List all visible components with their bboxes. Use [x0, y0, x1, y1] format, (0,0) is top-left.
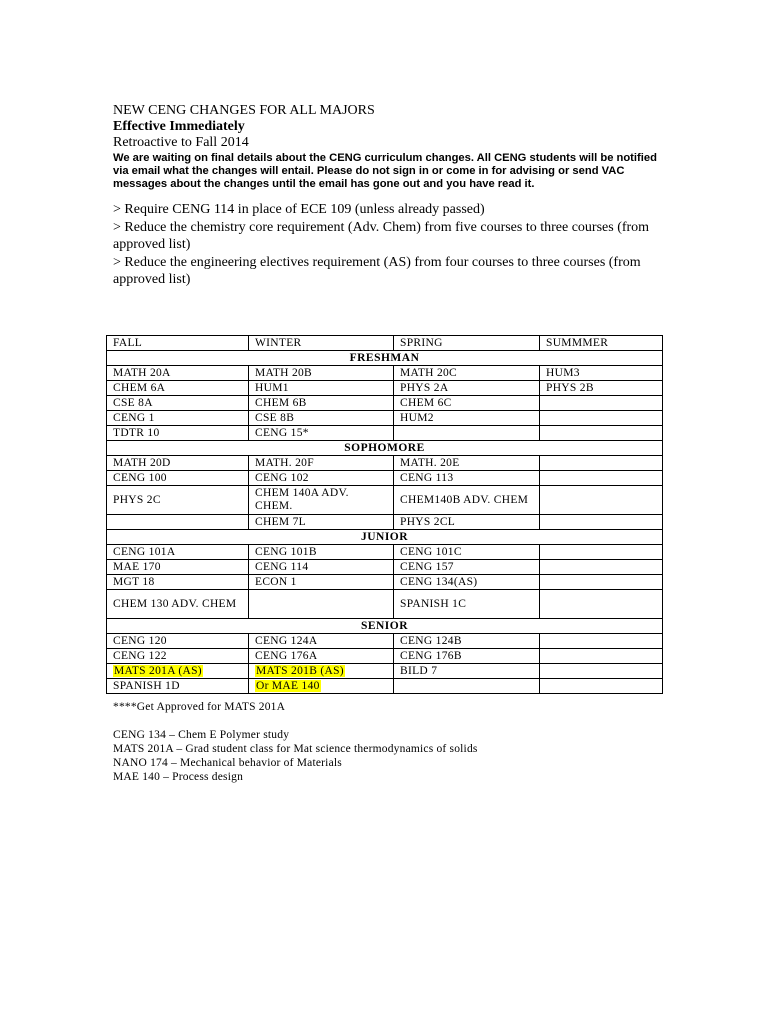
- course-definition: MAE 140 – Process design: [113, 771, 244, 783]
- table-cell: CENG 15*: [249, 426, 394, 441]
- table-cell: CENG 134(AS): [394, 575, 540, 590]
- table-cell: MATH 20A: [107, 366, 249, 381]
- table-cell: HUM1: [249, 381, 394, 396]
- table-cell: [249, 664, 394, 679]
- year-label-sophomore: SOPHOMORE: [107, 441, 663, 456]
- table-row: [107, 560, 663, 575]
- table-cell: CENG 176B: [394, 649, 540, 664]
- table-cell: [540, 471, 663, 486]
- table-cell: MATH 20C: [394, 366, 540, 381]
- table-row: [107, 471, 663, 486]
- table-cell: SPANISH 1D: [107, 679, 249, 694]
- table-cell: CHEM 6A: [107, 381, 249, 396]
- year-row: [107, 351, 663, 366]
- table-row: [107, 590, 663, 619]
- table-cell: CENG 102: [249, 471, 394, 486]
- table-row: [107, 381, 663, 396]
- column-header-winter: WINTER: [249, 336, 394, 351]
- document-header: [113, 103, 673, 289]
- year-row: [107, 619, 663, 634]
- highlighted-course: MATS 201A (AS): [114, 664, 202, 677]
- table-cell: [394, 679, 540, 694]
- retroactive-line: Retroactive to Fall 2014: [113, 135, 249, 150]
- change-item: > Reduce the chemistry core requirement (Adv. Chem) from five courses to three courses (from approved list): [113, 220, 650, 252]
- table-cell: [107, 664, 249, 679]
- table-row: [107, 486, 663, 515]
- table-row: [107, 649, 663, 664]
- table-cell: TDTR 10: [107, 426, 249, 441]
- table-cell: BILD 7: [394, 664, 540, 679]
- column-header-fall: FALL: [107, 336, 249, 351]
- year-label-freshman: FRESHMAN: [107, 351, 663, 366]
- table-cell: PHYS 2B: [540, 381, 663, 396]
- table-cell: CSE 8A: [107, 396, 249, 411]
- table-cell: [540, 649, 663, 664]
- highlighted-course: MATS 201B (AS): [256, 664, 344, 677]
- table-cell: CENG 124A: [249, 634, 394, 649]
- table-cell: [249, 679, 394, 694]
- table-row: [107, 366, 663, 381]
- table-cell: [540, 426, 663, 441]
- table-row: [107, 396, 663, 411]
- table-cell: [540, 560, 663, 575]
- table-cell: [540, 515, 663, 530]
- table-row: [107, 515, 663, 530]
- year-row: [107, 441, 663, 456]
- column-header-spring: SPRING: [394, 336, 540, 351]
- table-cell: HUM3: [540, 366, 663, 381]
- table-row: [107, 634, 663, 649]
- table-row: [107, 545, 663, 560]
- table-cell: CHEM 6B: [249, 396, 394, 411]
- table-cell: [540, 664, 663, 679]
- table-cell: [540, 545, 663, 560]
- table-row: [107, 426, 663, 441]
- table-cell: CENG 113: [394, 471, 540, 486]
- page-title: NEW CENG CHANGES FOR ALL MAJORS: [113, 103, 375, 118]
- table-cell: CENG 1: [107, 411, 249, 426]
- table-cell: [540, 575, 663, 590]
- table-header-row: [107, 336, 663, 351]
- approval-note: ****Get Approved for MATS 201A: [113, 701, 286, 713]
- table-cell: MATH. 20F: [249, 456, 394, 471]
- table-row: [107, 575, 663, 590]
- notes-section: [113, 700, 478, 784]
- table-cell: MGT 18: [107, 575, 249, 590]
- table-cell: CENG 176A: [249, 649, 394, 664]
- table-row: [107, 411, 663, 426]
- table-cell: [540, 590, 663, 619]
- change-item: > Reduce the engineering electives requirement (AS) from four courses to three courses (from approved list): [113, 255, 641, 287]
- course-schedule-table: [106, 335, 663, 694]
- table-cell: [540, 411, 663, 426]
- table-cell: CENG 100: [107, 471, 249, 486]
- table-cell: PHYS 2C: [107, 486, 249, 515]
- year-row: [107, 530, 663, 545]
- table-cell: CHEM 7L: [249, 515, 394, 530]
- highlighted-course: Or MAE 140: [256, 679, 320, 692]
- table-cell: [540, 634, 663, 649]
- course-definition: NANO 174 – Mechanical behavior of Materials: [113, 757, 342, 769]
- table-cell: CENG 122: [107, 649, 249, 664]
- year-label-junior: JUNIOR: [107, 530, 663, 545]
- table-cell: [540, 679, 663, 694]
- effective-line: Effective Immediately: [113, 119, 245, 134]
- table-cell: CHEM 6C: [394, 396, 540, 411]
- table-cell: HUM2: [394, 411, 540, 426]
- table-cell: CENG 114: [249, 560, 394, 575]
- table-cell: CENG 157: [394, 560, 540, 575]
- table-row: [107, 664, 663, 679]
- table-cell: CENG 101C: [394, 545, 540, 560]
- table-cell: PHYS 2A: [394, 381, 540, 396]
- table-cell: [394, 426, 540, 441]
- table-row: [107, 679, 663, 694]
- table-cell: PHYS 2CL: [394, 515, 540, 530]
- table-cell: CENG 120: [107, 634, 249, 649]
- table-cell: [107, 515, 249, 530]
- course-definition: CENG 134 – Chem E Polymer study: [113, 729, 290, 741]
- table-cell: ECON 1: [249, 575, 394, 590]
- table-cell: CENG 101B: [249, 545, 394, 560]
- course-definition: MATS 201A – Grad student class for Mat science thermodynamics of solids: [113, 743, 478, 755]
- table-cell: CSE 8B: [249, 411, 394, 426]
- table-cell: CHEM140B ADV. CHEM: [394, 486, 540, 515]
- table-cell: CENG 101A: [107, 545, 249, 560]
- notice-paragraph: We are waiting on final details about the CENG curriculum changes. All CENG students will be notified via email what the changes will entail. Please do not sign in or come in for advising or send VAC messages about the changes until the email has gone out and you have read it.: [113, 152, 657, 190]
- table-cell: SPANISH 1C: [394, 590, 540, 619]
- table-cell: MATH 20B: [249, 366, 394, 381]
- table-cell: [540, 486, 663, 515]
- change-list: [113, 201, 673, 288]
- table-cell: MAE 170: [107, 560, 249, 575]
- table-cell: [540, 396, 663, 411]
- year-label-senior: SENIOR: [107, 619, 663, 634]
- change-item: > Require CENG 114 in place of ECE 109 (unless already passed): [113, 202, 485, 217]
- table-cell: MATH 20D: [107, 456, 249, 471]
- table-row: [107, 456, 663, 471]
- table-cell: CHEM 130 ADV. CHEM: [107, 590, 249, 619]
- column-header-summer: SUMMMER: [540, 336, 663, 351]
- table-cell: MATH. 20E: [394, 456, 540, 471]
- table-cell: CENG 124B: [394, 634, 540, 649]
- table-cell: [540, 456, 663, 471]
- table-cell: CHEM 140A ADV. CHEM.: [249, 486, 394, 515]
- table-cell: [249, 590, 394, 619]
